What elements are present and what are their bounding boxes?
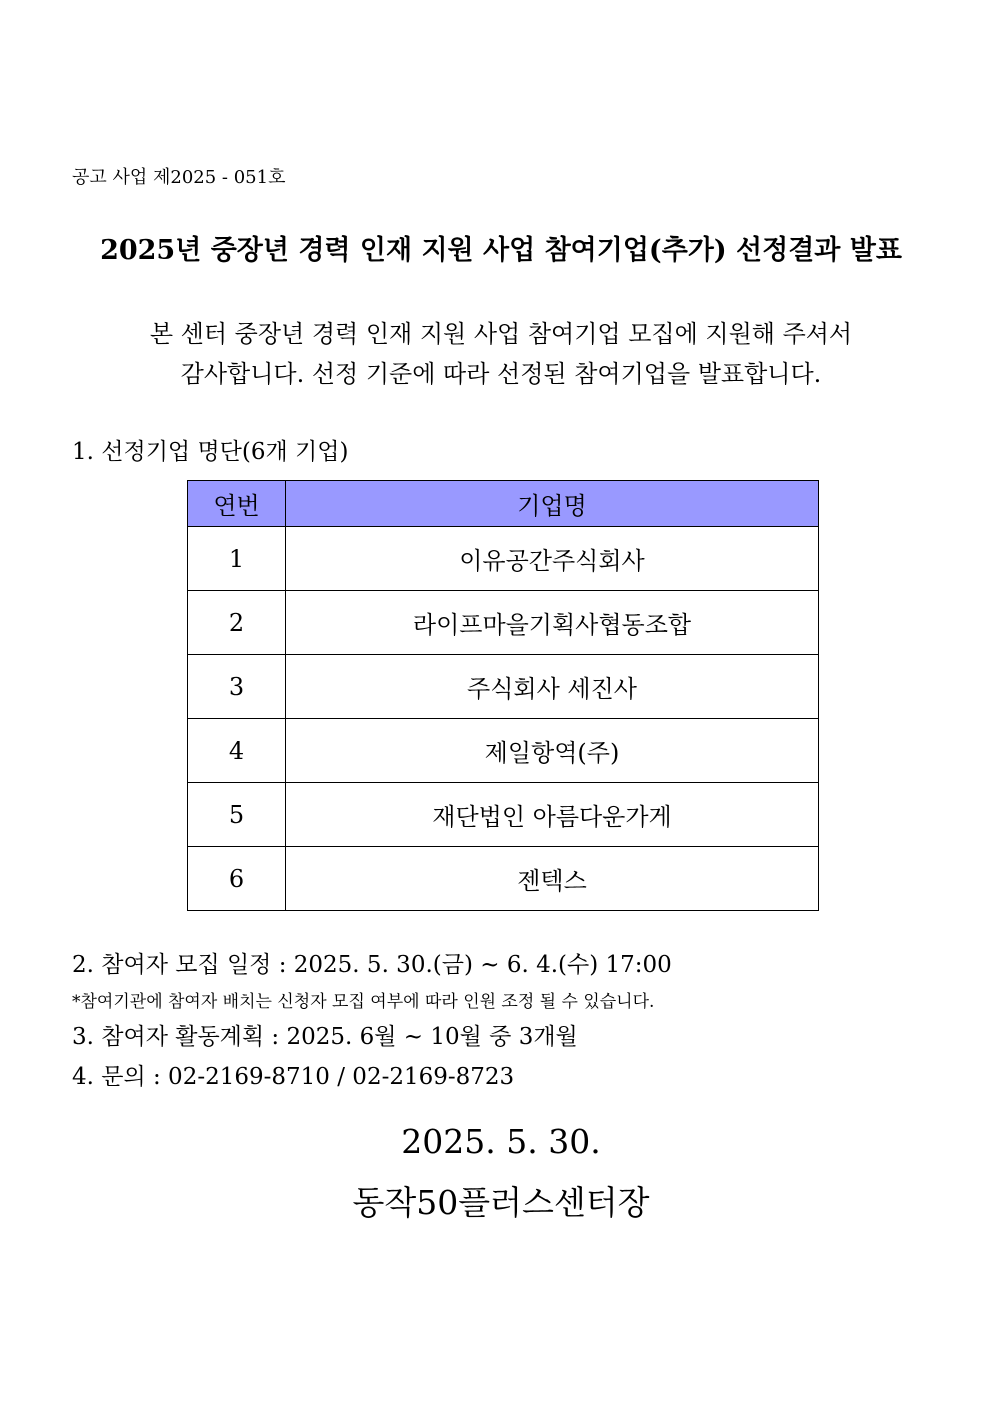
- row-number: 5: [188, 783, 286, 847]
- table-row: [188, 783, 819, 847]
- table-row: [188, 591, 819, 655]
- company-name: 젠텍스: [286, 847, 819, 911]
- schedule-note: *참여기관에 참여자 배치는 신청자 모집 여부에 따라 인원 조정 될 수 있습니다.: [72, 992, 655, 1012]
- section-3-activity-plan: 3. 참여자 활동계획 : 2025. 6월 ~ 10월 중 3개월: [72, 1024, 578, 1050]
- row-number: 3: [188, 655, 286, 719]
- company-name: 이유공간주식회사: [286, 527, 819, 591]
- row-number: 4: [188, 719, 286, 783]
- row-number: 2: [188, 591, 286, 655]
- header-number: 연번: [188, 481, 286, 527]
- issuer: 동작50플러스센터장: [352, 1183, 650, 1222]
- company-name: 제일항역(주): [286, 719, 819, 783]
- table-header-row: [188, 481, 819, 527]
- selected-companies-table: [187, 480, 819, 911]
- table-row: [188, 527, 819, 591]
- table-row: [188, 655, 819, 719]
- company-name: 주식회사 세진사: [286, 655, 819, 719]
- row-number: 1: [188, 527, 286, 591]
- section-1-heading: 1. 선정기업 명단(6개 기업): [72, 439, 349, 465]
- table-row: [188, 719, 819, 783]
- notice-number: 공고 사업 제2025 - 051호: [72, 167, 286, 188]
- intro-line-1: 본 센터 중장년 경력 인재 지원 사업 참여기업 모집에 지원해 주셔서: [149, 320, 853, 348]
- row-number: 6: [188, 847, 286, 911]
- table-row: [188, 847, 819, 911]
- issue-date: 2025. 5. 30.: [401, 1122, 601, 1161]
- company-name: 재단법인 아름다운가게: [286, 783, 819, 847]
- document-title: 2025년 중장년 경력 인재 지원 사업 참여기업(추가) 선정결과 발표: [100, 235, 902, 266]
- company-name: 라이프마을기획사협동조합: [286, 591, 819, 655]
- intro-line-2: 감사합니다. 선정 기준에 따라 선정된 참여기업을 발표합니다.: [180, 360, 822, 388]
- section-4-contact: 4. 문의 : 02-2169-8710 / 02-2169-8723: [72, 1064, 515, 1090]
- section-2-schedule: 2. 참여자 모집 일정 : 2025. 5. 30.(금) ~ 6. 4.(수) 17:00: [72, 952, 672, 978]
- header-company-name: 기업명: [286, 481, 819, 527]
